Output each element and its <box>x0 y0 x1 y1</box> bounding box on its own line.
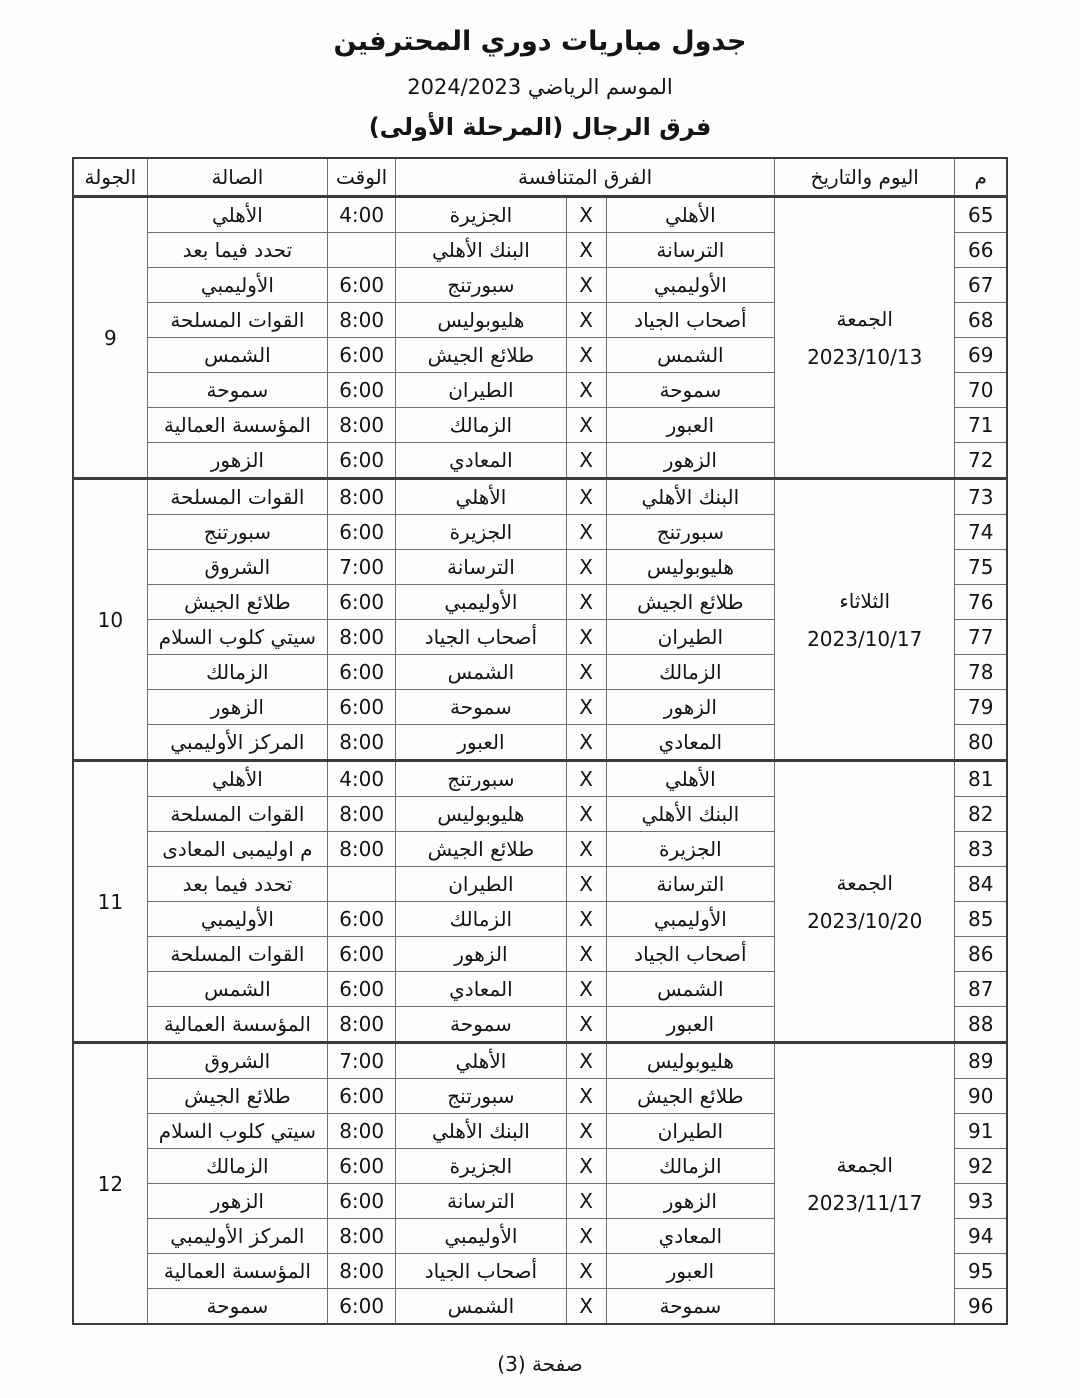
hall-cell: الزهور <box>147 443 327 479</box>
hall-cell: القوات المسلحة <box>147 937 327 972</box>
team2-cell: المعادي <box>396 972 566 1007</box>
match-number-cell: 95 <box>955 1254 1007 1289</box>
round-cell: 12 <box>73 1043 147 1325</box>
time-cell: 4:00 <box>328 197 396 233</box>
team1-cell: الأوليمبي <box>606 902 774 937</box>
hall-cell: المركز الأوليمبي <box>147 725 327 761</box>
time-cell: 8:00 <box>328 479 396 515</box>
hall-cell: سيتي كلوب السلام <box>147 620 327 655</box>
time-cell <box>328 233 396 268</box>
team1-cell: الترسانة <box>606 233 774 268</box>
team1-cell: أصحاب الجياد <box>606 937 774 972</box>
match-number-cell: 76 <box>955 585 1007 620</box>
team1-cell: الزمالك <box>606 655 774 690</box>
versus-cell: X <box>566 408 606 443</box>
time-cell: 8:00 <box>328 725 396 761</box>
time-cell: 8:00 <box>328 832 396 867</box>
team1-cell: طلائع الجيش <box>606 1079 774 1114</box>
time-cell: 8:00 <box>328 1254 396 1289</box>
hall-cell: الزهور <box>147 690 327 725</box>
day-date-cell <box>775 479 955 761</box>
versus-cell: X <box>566 479 606 515</box>
round-cell: 11 <box>73 761 147 1043</box>
versus-cell: X <box>566 1114 606 1149</box>
team2-cell: أصحاب الجياد <box>396 1254 566 1289</box>
team1-cell: البنك الأهلي <box>606 797 774 832</box>
time-cell: 8:00 <box>328 1007 396 1043</box>
versus-cell: X <box>566 797 606 832</box>
team1-cell: الزهور <box>606 690 774 725</box>
page-number: صفحة (3) <box>497 1352 583 1376</box>
day-name: الجمعة <box>836 870 893 895</box>
time-cell: 6:00 <box>328 373 396 408</box>
versus-cell: X <box>566 1043 606 1079</box>
team1-cell: سبورتنج <box>606 515 774 550</box>
hall-cell: المؤسسة العمالية <box>147 1254 327 1289</box>
match-number-cell: 77 <box>955 620 1007 655</box>
team2-cell: الزمالك <box>396 408 566 443</box>
team1-cell: الزهور <box>606 1184 774 1219</box>
table-header-row <box>73 158 1007 197</box>
match-number-cell: 71 <box>955 408 1007 443</box>
team2-cell: الأهلي <box>396 479 566 515</box>
hall-cell: سموحة <box>147 1289 327 1325</box>
team2-cell: الزمالك <box>396 902 566 937</box>
match-row <box>73 761 1007 797</box>
time-cell: 6:00 <box>328 515 396 550</box>
match-number-cell: 72 <box>955 443 1007 479</box>
match-number-cell: 87 <box>955 972 1007 1007</box>
hall-cell: م اوليمبى المعادى <box>147 832 327 867</box>
team1-cell: العبور <box>606 1007 774 1043</box>
time-cell: 6:00 <box>328 972 396 1007</box>
time-cell: 6:00 <box>328 937 396 972</box>
team2-cell: هليوبوليس <box>396 797 566 832</box>
hall-cell: الزمالك <box>147 655 327 690</box>
team1-cell: الزمالك <box>606 1149 774 1184</box>
hall-cell: الشروق <box>147 550 327 585</box>
team2-cell: الترسانة <box>396 550 566 585</box>
match-date: 2023/10/17 <box>807 626 923 651</box>
day-name: الجمعة <box>836 306 893 331</box>
season-subtitle: الموسم الرياضي 2024/2023 <box>407 75 673 99</box>
hall-cell: الشروق <box>147 1043 327 1079</box>
time-cell: 4:00 <box>328 761 396 797</box>
versus-cell: X <box>566 1254 606 1289</box>
match-number-cell: 94 <box>955 1219 1007 1254</box>
team1-cell: سموحة <box>606 373 774 408</box>
hall-cell: المركز الأوليمبي <box>147 1219 327 1254</box>
match-number-cell: 88 <box>955 1007 1007 1043</box>
match-number-cell: 92 <box>955 1149 1007 1184</box>
team1-cell: أصحاب الجياد <box>606 303 774 338</box>
team2-cell: الأهلي <box>396 1043 566 1079</box>
versus-cell: X <box>566 550 606 585</box>
hall-cell: القوات المسلحة <box>147 797 327 832</box>
time-cell: 6:00 <box>328 1289 396 1325</box>
match-number-cell: 67 <box>955 268 1007 303</box>
team2-cell: سموحة <box>396 1007 566 1043</box>
versus-cell: X <box>566 443 606 479</box>
versus-cell: X <box>566 620 606 655</box>
day-date-cell <box>775 197 955 479</box>
match-number-cell: 84 <box>955 867 1007 902</box>
team2-cell: العبور <box>396 725 566 761</box>
versus-cell: X <box>566 867 606 902</box>
versus-cell: X <box>566 1079 606 1114</box>
match-date: 2023/10/20 <box>807 908 923 933</box>
col-header-number: م <box>955 158 1007 197</box>
hall-cell: الشمس <box>147 972 327 1007</box>
team2-cell: الطيران <box>396 373 566 408</box>
team1-cell: الطيران <box>606 1114 774 1149</box>
round-cell: 9 <box>73 197 147 479</box>
team2-cell: الأوليمبي <box>396 1219 566 1254</box>
team1-cell: الترسانة <box>606 867 774 902</box>
time-cell: 7:00 <box>328 550 396 585</box>
versus-cell: X <box>566 197 606 233</box>
hall-cell: الأوليمبي <box>147 268 327 303</box>
versus-cell: X <box>566 655 606 690</box>
team2-cell: سبورتنج <box>396 1079 566 1114</box>
versus-cell: X <box>566 338 606 373</box>
versus-cell: X <box>566 303 606 338</box>
hall-cell: القوات المسلحة <box>147 303 327 338</box>
match-number-cell: 96 <box>955 1289 1007 1325</box>
document-header <box>0 0 1080 141</box>
match-number-cell: 80 <box>955 725 1007 761</box>
team1-cell: الشمس <box>606 338 774 373</box>
team1-cell: العبور <box>606 1254 774 1289</box>
team2-cell: الشمس <box>396 1289 566 1325</box>
match-number-cell: 78 <box>955 655 1007 690</box>
team2-cell: أصحاب الجياد <box>396 620 566 655</box>
versus-cell: X <box>566 233 606 268</box>
col-header-day-date: اليوم والتاريخ <box>775 158 955 197</box>
time-cell: 6:00 <box>328 1184 396 1219</box>
team1-cell: الأهلي <box>606 197 774 233</box>
time-cell: 6:00 <box>328 690 396 725</box>
team2-cell: الجزيرة <box>396 197 566 233</box>
match-date: 2023/11/17 <box>807 1190 923 1215</box>
hall-cell: الأهلي <box>147 197 327 233</box>
time-cell: 6:00 <box>328 902 396 937</box>
day-date-cell <box>775 761 955 1043</box>
match-number-cell: 69 <box>955 338 1007 373</box>
team1-cell: الزهور <box>606 443 774 479</box>
match-row <box>73 1043 1007 1079</box>
time-cell: 8:00 <box>328 408 396 443</box>
versus-cell: X <box>566 1184 606 1219</box>
col-header-teams: الفرق المتنافسة <box>396 158 775 197</box>
match-number-cell: 79 <box>955 690 1007 725</box>
team2-cell: الأوليمبي <box>396 585 566 620</box>
team2-cell: البنك الأهلي <box>396 233 566 268</box>
team1-cell: البنك الأهلي <box>606 479 774 515</box>
match-number-cell: 81 <box>955 761 1007 797</box>
day-date-cell <box>775 1043 955 1325</box>
time-cell: 8:00 <box>328 1219 396 1254</box>
versus-cell: X <box>566 1219 606 1254</box>
time-cell: 6:00 <box>328 1149 396 1184</box>
team1-cell: سموحة <box>606 1289 774 1325</box>
team2-cell: الشمس <box>396 655 566 690</box>
team2-cell: البنك الأهلي <box>396 1114 566 1149</box>
time-cell: 6:00 <box>328 655 396 690</box>
team2-cell: الجزيرة <box>396 1149 566 1184</box>
team2-cell: طلائع الجيش <box>396 338 566 373</box>
hall-cell: تحدد فيما بعد <box>147 867 327 902</box>
versus-cell: X <box>566 585 606 620</box>
versus-cell: X <box>566 268 606 303</box>
team1-cell: طلائع الجيش <box>606 585 774 620</box>
match-date: 2023/10/13 <box>807 344 923 369</box>
team1-cell: الأوليمبي <box>606 268 774 303</box>
hall-cell: طلائع الجيش <box>147 585 327 620</box>
hall-cell: المؤسسة العمالية <box>147 408 327 443</box>
team2-cell: سبورتنج <box>396 761 566 797</box>
time-cell: 6:00 <box>328 443 396 479</box>
time-cell: 6:00 <box>328 268 396 303</box>
match-number-cell: 66 <box>955 233 1007 268</box>
time-cell: 8:00 <box>328 797 396 832</box>
team2-cell: طلائع الجيش <box>396 832 566 867</box>
match-number-cell: 73 <box>955 479 1007 515</box>
team1-cell: الطيران <box>606 620 774 655</box>
time-cell <box>328 867 396 902</box>
match-number-cell: 90 <box>955 1079 1007 1114</box>
versus-cell: X <box>566 972 606 1007</box>
versus-cell: X <box>566 937 606 972</box>
stage-subtitle: فرق الرجال (المرحلة الأولى) <box>368 113 712 141</box>
match-number-cell: 85 <box>955 902 1007 937</box>
team1-cell: العبور <box>606 408 774 443</box>
team1-cell: الشمس <box>606 972 774 1007</box>
team2-cell: المعادي <box>396 443 566 479</box>
team1-cell: هليوبوليس <box>606 1043 774 1079</box>
hall-cell: الزمالك <box>147 1149 327 1184</box>
versus-cell: X <box>566 725 606 761</box>
hall-cell: القوات المسلحة <box>147 479 327 515</box>
team1-cell: هليوبوليس <box>606 550 774 585</box>
team2-cell: الزهور <box>396 937 566 972</box>
match-number-cell: 68 <box>955 303 1007 338</box>
hall-cell: الأهلي <box>147 761 327 797</box>
team1-cell: الجزيرة <box>606 832 774 867</box>
page-title: جدول مباريات دوري المحترفين <box>333 26 747 57</box>
match-row <box>73 479 1007 515</box>
hall-cell: الأوليمبي <box>147 902 327 937</box>
time-cell: 8:00 <box>328 620 396 655</box>
match-number-cell: 75 <box>955 550 1007 585</box>
versus-cell: X <box>566 1289 606 1325</box>
time-cell: 7:00 <box>328 1043 396 1079</box>
team1-cell: الأهلي <box>606 761 774 797</box>
hall-cell: طلائع الجيش <box>147 1079 327 1114</box>
team2-cell: هليوبوليس <box>396 303 566 338</box>
round-cell: 10 <box>73 479 147 761</box>
match-number-cell: 65 <box>955 197 1007 233</box>
day-name: الثلاثاء <box>839 588 891 613</box>
versus-cell: X <box>566 373 606 408</box>
team2-cell: سبورتنج <box>396 268 566 303</box>
team2-cell: الطيران <box>396 867 566 902</box>
versus-cell: X <box>566 690 606 725</box>
team1-cell: المعادي <box>606 725 774 761</box>
versus-cell: X <box>566 902 606 937</box>
match-number-cell: 91 <box>955 1114 1007 1149</box>
match-number-cell: 86 <box>955 937 1007 972</box>
hall-cell: سموحة <box>147 373 327 408</box>
versus-cell: X <box>566 515 606 550</box>
team2-cell: الترسانة <box>396 1184 566 1219</box>
match-number-cell: 89 <box>955 1043 1007 1079</box>
team1-cell: المعادي <box>606 1219 774 1254</box>
match-number-cell: 74 <box>955 515 1007 550</box>
hall-cell: المؤسسة العمالية <box>147 1007 327 1043</box>
match-number-cell: 70 <box>955 373 1007 408</box>
hall-cell: سبورتنج <box>147 515 327 550</box>
time-cell: 6:00 <box>328 1079 396 1114</box>
hall-cell: سيتي كلوب السلام <box>147 1114 327 1149</box>
hall-cell: الزهور <box>147 1184 327 1219</box>
match-row <box>73 197 1007 233</box>
versus-cell: X <box>566 1007 606 1043</box>
hall-cell: تحدد فيما بعد <box>147 233 327 268</box>
match-number-cell: 83 <box>955 832 1007 867</box>
time-cell: 8:00 <box>328 1114 396 1149</box>
team2-cell: الجزيرة <box>396 515 566 550</box>
versus-cell: X <box>566 832 606 867</box>
time-cell: 6:00 <box>328 585 396 620</box>
versus-cell: X <box>566 761 606 797</box>
time-cell: 8:00 <box>328 303 396 338</box>
match-number-cell: 93 <box>955 1184 1007 1219</box>
team2-cell: سموحة <box>396 690 566 725</box>
col-header-round: الجولة <box>73 158 147 197</box>
match-schedule-table <box>72 157 1008 1325</box>
col-header-hall: الصالة <box>147 158 327 197</box>
hall-cell: الشمس <box>147 338 327 373</box>
match-number-cell: 82 <box>955 797 1007 832</box>
versus-cell: X <box>566 1149 606 1184</box>
day-name: الجمعة <box>836 1152 893 1177</box>
col-header-time: الوقت <box>328 158 396 197</box>
time-cell: 6:00 <box>328 338 396 373</box>
